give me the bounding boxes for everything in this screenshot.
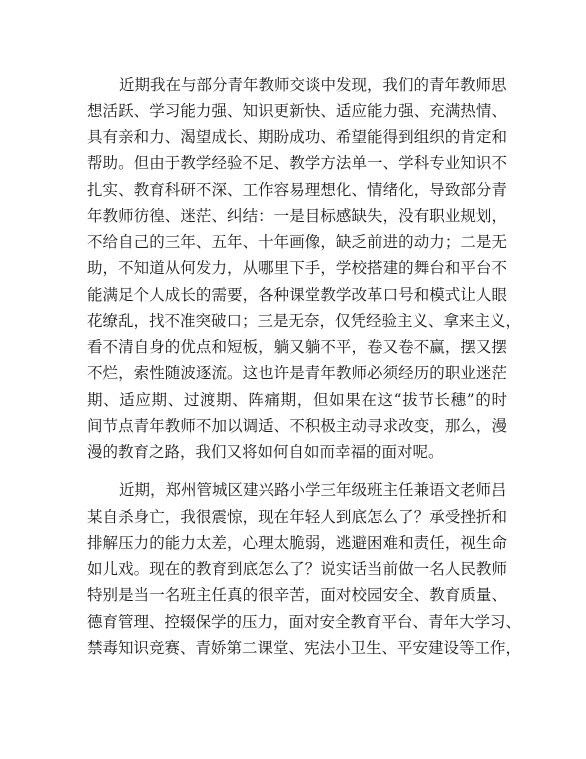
paragraph-line: 看不清自身的优点和短板，躺又躺不平，卷又卷不赢，摆又摆 (87, 338, 507, 356)
paragraph-line: 能满足个人成长的需要，各种课堂教学改革口号和模式让人眼 (87, 286, 507, 304)
paragraph-line: 特别是当一名班主任真的很辛苦，面对校园安全、教育质量、 (87, 586, 507, 604)
paragraph-line: 期、适应期、过渡期、阵痛期，但如果在这“拔节长穗”的时 (87, 391, 507, 409)
paragraph-line: 近期我在与部分青年教师交谈中发现，我们的青年教师思 (119, 76, 507, 94)
paragraph-line: 帮助。但由于教学经验不足、教学方法单一、学科专业知识不 (87, 154, 507, 172)
paragraph-line: 花缭乱，找不准突破口；三是无奈，仅凭经验主义、拿来主义， (87, 312, 522, 330)
paragraph-line: 想活跃、学习能力强、知识更新快、适应能力强、充满热情、 (87, 102, 507, 120)
paragraph-line: 助，不知道从何发力，从哪里下手，学校搭建的舞台和平台不 (87, 259, 507, 277)
paragraph-line: 德育管理、控辍保学的压力，面对安全教育平台、青年大学习、 (87, 613, 522, 631)
paragraph-line: 漫的教育之路，我们又将如何自如而幸福的面对呢。 (87, 443, 444, 461)
paragraph-line: 间节点青年教师不加以调适、不积极主动寻求改变，那么，漫 (87, 417, 507, 435)
paragraph-line: 如儿戏。现在的教育到底怎么了？说实话当前做一名人民教师 (87, 560, 507, 578)
paragraph-line: 某自杀身亡，我很震惊，现在年轻人到底怎么了？承受挫折和 (87, 508, 507, 526)
paragraph-line: 禁毒知识竞赛、青娇第二课堂、宪法小卫生、平安建设等工作， (87, 639, 522, 657)
paragraph-line: 扎实、教育科研不深、工作容易理想化、情绪化，导致部分青 (87, 181, 507, 199)
paragraph-line: 具有亲和力、渴望成长、期盼成功、希望能得到组织的肯定和 (87, 128, 507, 146)
paragraph-line: 近期，郑州管城区建兴路小学三年级班主任兼语文老师吕 (119, 481, 507, 499)
paragraph-line: 不烂，索性随波逐流。这也许是青年教师必须经历的职业迷茫 (87, 364, 507, 382)
paragraph-line: 年教师彷徨、迷茫、纠结：一是目标感缺失，没有职业规划， (87, 207, 507, 225)
paragraph-line: 排解压力的能力太差，心理太脆弱，逃避困难和责任，视生命 (87, 534, 507, 552)
paragraph-line: 不给自己的三年、五年、十年画像，缺乏前进的动力；二是无 (87, 233, 507, 251)
